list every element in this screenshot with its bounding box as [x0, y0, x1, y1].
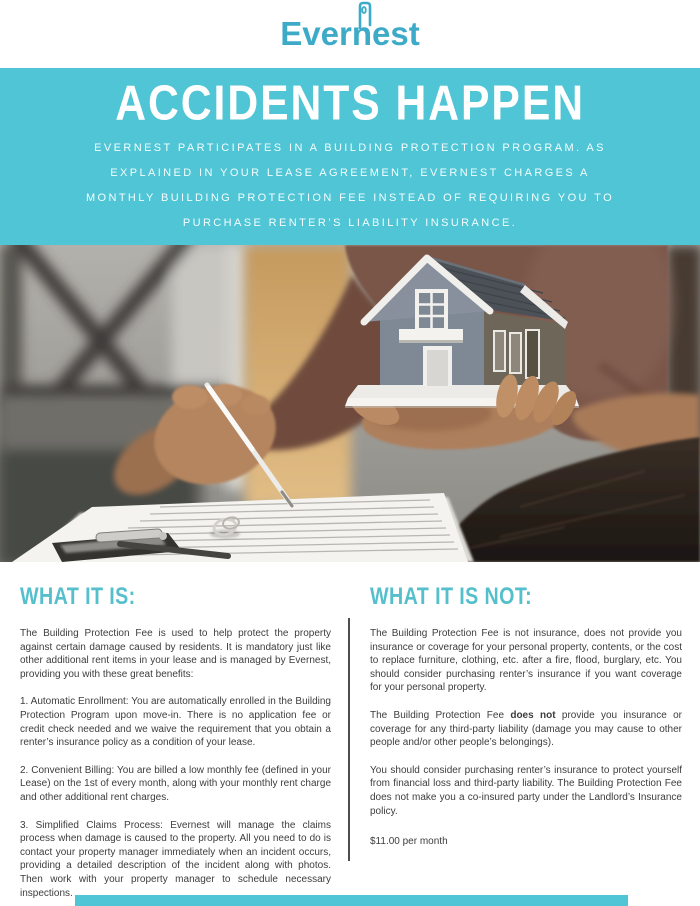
info-columns [0, 562, 700, 906]
hero-photo [0, 245, 700, 562]
subtitle-line: EVERNEST PARTICIPATES IN A BUILDING PROTECTION PROGRAM. AS [94, 142, 606, 154]
benefit-simplified-claims: 3. Simplified Claims Process: Evernest will manage the claims process when damage is caused to the property. All you need to do is contact your property manager immediately when an incident occurs, providing a detailed description of the incident along with photos. Then work with your property manager to schedule necessary inspections. [20, 819, 331, 899]
paragraph-text: provide you insurance or coverage for any third-party liability (damage you may cause to other people and/or other people’s belongings). [370, 709, 683, 749]
side-window [494, 331, 505, 371]
column-divider [348, 618, 350, 861]
hero-photo-illustration [0, 245, 700, 562]
third-party-liability-paragraph [370, 709, 682, 750]
what-it-is-not-heading: WHAT IT IS NOT: [370, 583, 533, 610]
does-not-bold: does not [510, 709, 556, 721]
banner-title: ACCIDENTS HAPPEN [115, 76, 585, 131]
benefit-convenient-billing: 2. Convenient Billing: You are billed a low monthly fee (defined in your Lease) on the 1st of every month, along with your monthly rent charge and other additional rent charges. [20, 764, 331, 803]
window-ledge [399, 329, 463, 340]
logo-text: Evernest [280, 15, 420, 52]
not-insurance-paragraph: The Building Protection Fee is not insurance, does not provide you insurance or coverage for your personal property, contents, or the cost to replace furniture, clothing, etc. after a fire, flood, burglary, etc. You should consider purchasing renter’s insurance if you want coverage for your personal property. [370, 628, 682, 694]
subtitle-line: MONTHLY BUILDING PROTECTION FEE INSTEAD OF REQUIRING YOU TO [85, 192, 615, 204]
subtitle-line: PURCHASE RENTER’S LIABILITY INSURANCE. [182, 217, 518, 229]
paragraph-text: The Building Protection Fee [370, 709, 511, 721]
what-it-is-not-column [370, 562, 682, 849]
consider-renters-insurance-paragraph: You should consider purchasing renter’s insurance to protect yourself from financial loss and third-party liability. The Building Protection Fee does not make you a co-insured party under the Landlord’s Insurance policy. [370, 764, 682, 817]
price: $11.00 per month [370, 836, 448, 848]
banner [0, 68, 700, 245]
what-it-is-paragraph: The Building Protection Fee is used to help protect the property against certain damage caused by residents. It is mandatory just like other additional rent items in your lease and is managed by Evernest, providing you with these great benefits: [20, 628, 331, 680]
evernest-logo [280, 0, 419, 50]
side-window [510, 333, 521, 373]
side-door [526, 330, 539, 378]
banner-subtitle [0, 136, 700, 236]
header [0, 0, 700, 68]
subtitle-line: EXPLAINED IN YOUR LEASE AGREEMENT, EVERNEST CHARGES A [110, 167, 590, 179]
door-icon [357, 1, 373, 29]
footer-accent-bar [75, 895, 628, 906]
what-it-is-heading: WHAT IT IS: [20, 583, 136, 610]
benefit-automatic-enrollment: 1. Automatic Enrollment: You are automatically enrolled in the Building Protection Program upon move-in. There is no application fee or credit check needed and we waive the requirement that you obtain a renter’s insurance policy as a condition of your lease. [20, 696, 331, 749]
what-it-is-column [20, 562, 331, 900]
